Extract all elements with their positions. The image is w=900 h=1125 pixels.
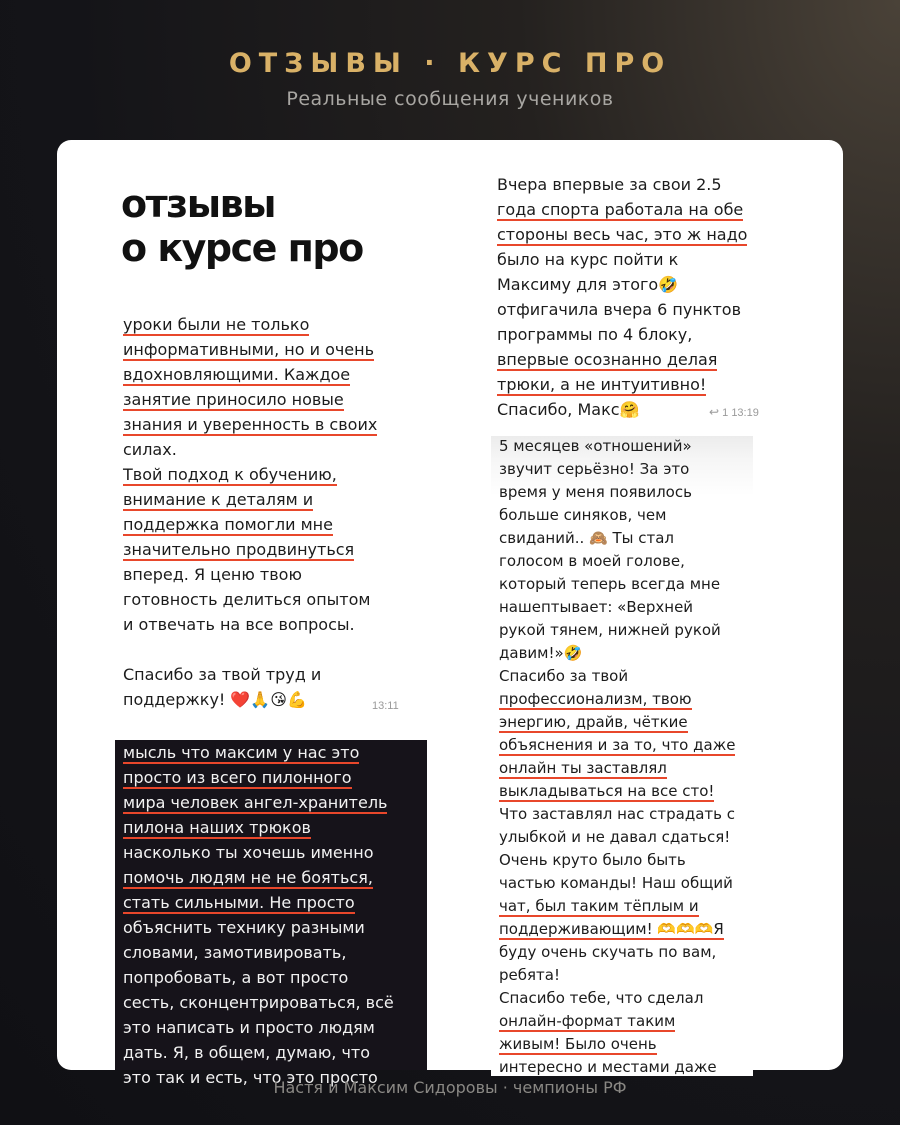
message-line: вдохновляющими. Каждое [123, 365, 351, 384]
message-line: занятие приносило новые [123, 390, 344, 409]
message-line: стать сильными. Не просто [123, 893, 355, 912]
message-line: Вчера впервые за свои 2.5 [497, 175, 722, 194]
message-line: насколько ты хочешь именно [123, 843, 374, 862]
message-line: года спорта работала на обе [497, 200, 744, 219]
message-line: впервые осознанно делая [497, 350, 718, 369]
reply-arrow-icon: ↩ [709, 405, 720, 419]
message-line: информативными, но и очень [123, 340, 375, 359]
message-line: ребята! [499, 966, 560, 984]
message-line: сесть, сконцентрироваться, всё [123, 993, 394, 1012]
message-line: силах. [123, 440, 177, 459]
review-message [497, 172, 747, 422]
message-line: стороны весь час, это ж надо [497, 225, 748, 244]
page-title: ОТЗЫВЫ · КУРС ПРО [228, 48, 672, 79]
message-line: Спасибо за твой [499, 667, 629, 685]
message-line: программы по 4 блоку, [497, 325, 693, 344]
message-line: звучит серьёзно! За это [499, 460, 690, 478]
review-message [123, 312, 377, 712]
footer-caption: Настя и Максим Сидоровы · чемпионы РФ [273, 1078, 627, 1097]
message-line: свиданий.. 🙈 Ты стал [499, 529, 674, 547]
message-time: 13:19 [731, 407, 759, 419]
card-title-line: отзывы [121, 182, 275, 226]
card-title [121, 182, 363, 270]
message-line: частью команды! Наш общий [499, 874, 733, 892]
message-line: знания и уверенность в своих [123, 415, 378, 434]
message-line: интересно и местами даже [499, 1058, 717, 1076]
message-line: Максиму для этого🤣 [497, 275, 679, 294]
message-line: объяснения и за то, что даже [499, 736, 736, 754]
message-line: отфигачила вчера 6 пунктов [497, 300, 741, 319]
message-line: Спасибо за твой труд и [123, 665, 322, 684]
message-line: Очень круто было быть [499, 851, 686, 869]
message-line: дать. Я, в общем, думаю, что [123, 1043, 371, 1062]
message-line: улыбкой и не давал сдаться! [499, 828, 731, 846]
message-line: Что заставлял нас страдать с [499, 805, 735, 823]
message-line: больше синяков, чем [499, 506, 667, 524]
message-line: онлайн ты заставлял [499, 759, 667, 777]
message-line: помочь людям не не бояться, [123, 868, 373, 887]
message-line: мысль что максим у нас это [123, 743, 360, 762]
message-line: готовность делиться опытом [123, 590, 371, 609]
message-line: выкладываться на все сто! [499, 782, 715, 800]
message-line: мира человек ангел-хранитель [123, 793, 388, 812]
reviews-card [57, 140, 843, 1087]
message-line: поддержку! ❤️🙏😘💪 [123, 690, 307, 709]
message-line: чат, был таким тёплым и [499, 897, 699, 915]
message-line: значительно продвинуться [123, 540, 355, 559]
message-line: профессионализм, твою [499, 690, 692, 708]
message-line: трюки, а не интуитивно! [497, 375, 707, 394]
message-line: поддерживающим! 🫶🫶🫶Я [499, 920, 724, 938]
review-message [123, 740, 394, 1090]
message-line: Спасибо тебе, что сделал [499, 989, 704, 1007]
card-title-line: о курсе про [121, 226, 363, 270]
message-line: и отвечать на все вопросы. [123, 615, 355, 634]
review-message [499, 435, 735, 1079]
dark-message-block [115, 740, 427, 1087]
message-line [123, 637, 377, 662]
message-line: пилона наших трюков [123, 818, 311, 837]
message-line: объяснить технику разными [123, 918, 365, 937]
message-line: внимание к деталям и [123, 490, 314, 509]
message-line: это написать и просто людям [123, 1018, 375, 1037]
message-line: было на курс пойти к [497, 250, 679, 269]
message-line: рукой тянем, нижней рукой [499, 621, 721, 639]
message-line: онлайн-формат таким [499, 1012, 676, 1030]
message-line: буду очень скучать по вам, [499, 943, 717, 961]
message-line: вперед. Я ценю твою [123, 565, 302, 584]
message-line: поддержка помогли мне [123, 515, 333, 534]
message-line: давим!»🤣 [499, 644, 583, 662]
message-line: Твой подход к обучению, [123, 465, 337, 484]
message-line: словами, замотивировать, [123, 943, 347, 962]
page-subtitle: Реальные сообщения учеников [286, 88, 614, 110]
message-line: просто из всего пилонного [123, 768, 352, 787]
message-line: энергию, драйв, чёткие [499, 713, 688, 731]
message-line: попробовать, а вот просто [123, 968, 349, 987]
message-line: уроки были не только [123, 315, 310, 334]
message-meta [709, 405, 759, 419]
message-line: живым! Было очень [499, 1035, 657, 1053]
message-line: Спасибо, Макс🤗 [497, 400, 640, 419]
message-line: 5 месяцев «отношений» [499, 437, 692, 455]
message-line: время у меня появилось [499, 483, 692, 501]
message-time: 13:11 [372, 700, 399, 712]
message-line: голосом в моей голове, [499, 552, 685, 570]
reply-count: 1 [722, 407, 729, 419]
message-line: это так и есть, что это просто [123, 1068, 378, 1087]
message-line: нашептывает: «Верхней [499, 598, 694, 616]
message-line: который теперь всегда мне [499, 575, 721, 593]
